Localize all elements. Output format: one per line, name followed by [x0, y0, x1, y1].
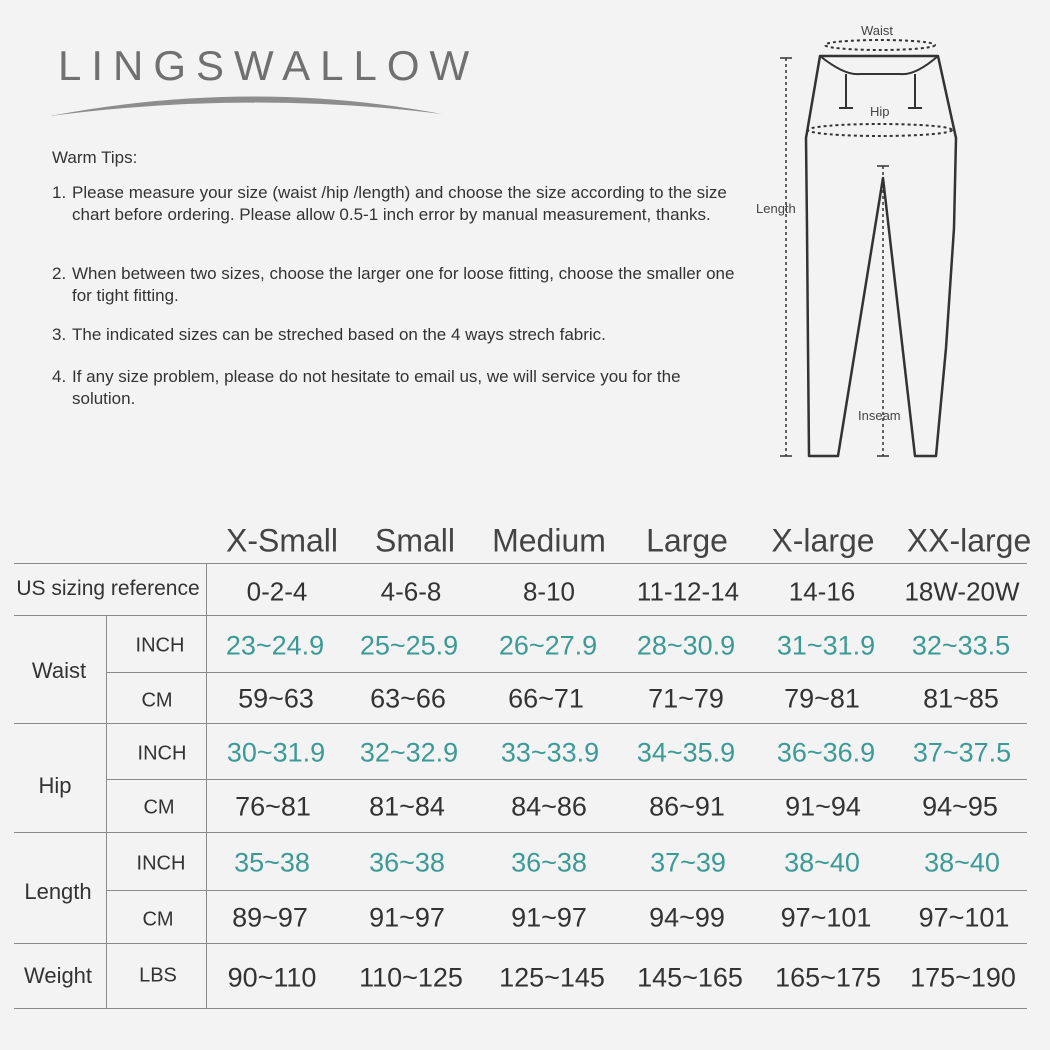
tip-number: 4.	[52, 367, 67, 386]
table-divider	[14, 832, 1027, 833]
length-inch-cell: 38~40	[924, 847, 1000, 878]
diagram-label-length: Length	[756, 201, 796, 216]
size-header: X-large	[771, 522, 875, 559]
hip-inch-cell: 33~33.9	[500, 737, 600, 768]
hip-cm-cell: 76~81	[235, 791, 311, 822]
length-cm-cell: 91~97	[369, 902, 445, 933]
hip-inch-cell: 32~32.9	[359, 737, 459, 768]
length-inch-cell: 36~38	[369, 847, 445, 878]
hip-inch-cell: 37~37.5	[912, 737, 1012, 768]
hip-cm-cell: 91~94	[785, 791, 861, 822]
brand-logo: LINGSWALLOW	[58, 42, 480, 89]
tip-number: 1.	[52, 183, 67, 202]
us-sizing-label: US sizing reference	[16, 577, 200, 600]
length-cm-cell: 94~99	[649, 902, 725, 933]
length-inch-cell: 37~39	[650, 847, 726, 878]
tip-text: The indicated sizes can be streched based on the 4 ways strech fabric.	[72, 325, 606, 344]
weight-cell: 165~175	[775, 962, 881, 993]
waist-inch-cell: 23~24.9	[225, 630, 325, 661]
us-size-cell: 18W-20W	[904, 576, 1020, 607]
waist-label: Waist	[31, 658, 87, 683]
tip-text: Please measure your size (waist /hip /length) and choose the size according to the size chart before ordering. Please allow 0.5-1 inch error by manual measurement, thanks.	[72, 183, 727, 224]
table-divider	[14, 563, 1027, 564]
diagram-label-inseam: Inseam	[858, 408, 901, 423]
size-header: Small	[374, 522, 456, 559]
table-divider	[14, 615, 1027, 616]
weight-label: Weight	[23, 963, 93, 988]
hip-cm-cell: 86~91	[649, 791, 725, 822]
length-inch-cell: 38~40	[784, 847, 860, 878]
waist-inch-cell: 32~33.5	[911, 630, 1011, 661]
table-divider	[14, 943, 1027, 944]
us-size-cell: 0-2-4	[246, 576, 308, 607]
size-header: Medium	[492, 522, 606, 559]
tip-text: If any size problem, please do not hesitate to email us, we will service you for the solution.	[72, 367, 681, 408]
waist-cm-cell: 63~66	[370, 683, 446, 714]
hip-label: Hip	[38, 773, 72, 798]
unit-inch: INCH	[135, 634, 185, 657]
diagram-label-waist: Waist	[861, 23, 894, 38]
hip-inch-cell: 34~35.9	[636, 737, 736, 768]
weight-cell: 175~190	[910, 962, 1016, 993]
hip-cm-cell: 84~86	[511, 791, 587, 822]
tips-title: Warm Tips:	[52, 148, 138, 167]
hip-cm-cell: 94~95	[922, 791, 998, 822]
waist-inch-cell: 31~31.9	[776, 630, 876, 661]
waist-cm-cell: 71~79	[648, 683, 724, 714]
unit-cm: CM	[142, 908, 174, 931]
tip-text: When between two sizes, choose the larger one for loose fitting, choose the smaller one for tight fitting.	[72, 264, 735, 305]
hip-inch-cell: 30~31.9	[226, 737, 326, 768]
length-cm-cell: 97~101	[780, 902, 872, 933]
weight-cell: 125~145	[499, 962, 605, 993]
us-size-cell: 4-6-8	[380, 576, 442, 607]
table-divider	[14, 1008, 1027, 1009]
hip-cm-cell: 81~84	[369, 791, 445, 822]
length-inch-cell: 35~38	[234, 847, 310, 878]
unit-cm: CM	[141, 689, 173, 712]
size-header: XX-large	[906, 522, 1032, 559]
waist-inch-cell: 25~25.9	[359, 630, 459, 661]
waist-cm-cell: 59~63	[238, 683, 314, 714]
table-divider	[106, 779, 1027, 780]
tip-number: 3.	[52, 325, 67, 344]
hip-inch-cell: 36~36.9	[776, 737, 876, 768]
table-divider	[106, 615, 107, 1008]
length-cm-cell: 91~97	[511, 902, 587, 933]
unit-inch: INCH	[137, 742, 187, 765]
unit-cm: CM	[143, 796, 175, 819]
size-header: Large	[646, 522, 728, 559]
weight-cell: 145~165	[637, 962, 743, 993]
table-divider	[106, 672, 1027, 673]
weight-cell: 90~110	[227, 962, 317, 993]
waist-cm-cell: 79~81	[784, 683, 860, 714]
waist-cm-cell: 66~71	[508, 683, 584, 714]
diagram-label-hip: Hip	[870, 104, 890, 119]
size-header: X-Small	[225, 522, 339, 559]
us-size-cell: 11-12-14	[636, 576, 740, 607]
length-inch-cell: 36~38	[511, 847, 587, 878]
waist-cm-cell: 81~85	[923, 683, 999, 714]
length-cm-cell: 89~97	[232, 902, 308, 933]
unit-inch: INCH	[136, 852, 186, 875]
tip-number: 2.	[52, 264, 67, 283]
waist-inch-cell: 28~30.9	[636, 630, 736, 661]
weight-cell: 110~125	[359, 962, 463, 993]
length-label: Length	[24, 879, 92, 904]
unit-lbs: LBS	[139, 964, 177, 987]
length-cm-cell: 97~101	[918, 902, 1010, 933]
table-divider	[106, 890, 1027, 891]
table-divider	[14, 723, 1027, 724]
table-divider	[206, 563, 207, 1008]
us-size-cell: 14-16	[788, 576, 856, 607]
us-size-cell: 8-10	[522, 576, 576, 607]
waist-inch-cell: 26~27.9	[498, 630, 598, 661]
